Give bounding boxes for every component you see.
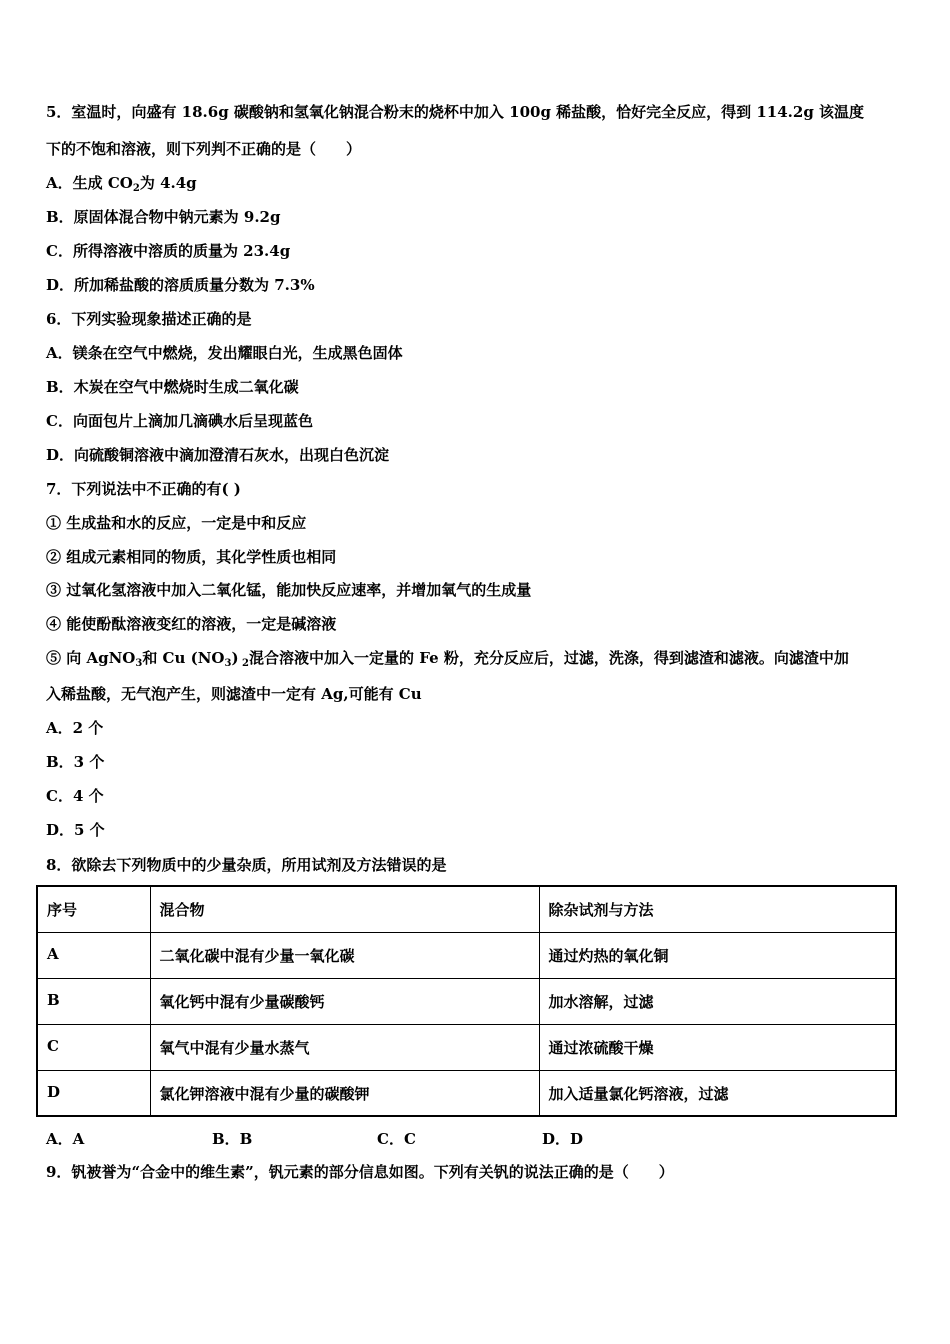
q7-statement-5-line2: 入稀盐酸，无气泡产生，则滤渣中一定有 Ag,可能有 Cu	[46, 685, 422, 703]
q7-statement-4: ④ 能使酚酞溶液变红的溶液，一定是碱溶液	[46, 615, 337, 633]
table-cell: 氧气中混有少量水蒸气	[150, 1024, 539, 1070]
table-cell: 通过浓硫酸干燥	[539, 1024, 896, 1070]
table-cell: B	[37, 978, 150, 1024]
q7-stem: 7．下列说法中不正确的有( )	[46, 480, 241, 498]
table-row	[37, 978, 896, 1024]
table-cell: 加水溶解，过滤	[539, 978, 896, 1024]
table-cell: 氧化钙中混有少量碳酸钙	[150, 978, 539, 1024]
q6-option-b: B．木炭在空气中燃烧时生成二氧化碳	[46, 378, 299, 396]
table-header-row	[37, 886, 896, 932]
q7-statement-2: ② 组成元素相同的物质，其化学性质也相同	[46, 548, 337, 566]
q5-option-d: D．所加稀盐酸的溶质质量分数为 7.3%	[46, 276, 315, 294]
table-cell: 氯化钾溶液中混有少量的碳酸钾	[150, 1070, 539, 1116]
q7-statement-5: ⑤ 向 AgNO$_3$和 Cu $(NO_3)$ $_2$混合溶液中加入一定量的 Fe 粉，充分反应后，过滤，洗涤，得到滤渣和滤液。向滤渣中加	[46, 649, 849, 669]
table-row	[37, 932, 896, 978]
table-cell: D	[37, 1070, 150, 1116]
q8-option-b: B．B	[212, 1130, 253, 1148]
q5-option-c: C．所得溶液中溶质的质量为 23.4g	[46, 242, 291, 260]
q5-option-a: A．生成 $CO_2$为 4.4g	[46, 174, 197, 194]
table-row	[37, 1024, 896, 1070]
q6-option-d: D．向硫酸铜溶液中滴加澄清石灰水，出现白色沉淀	[46, 446, 390, 464]
q7-option-d: D．5 个	[46, 821, 105, 839]
q8-stem: 8．欲除去下列物质中的少量杂质，所用试剂及方法错误的是	[46, 856, 447, 874]
q8-option-a: A．A	[46, 1130, 85, 1148]
header-cell: 混合物	[150, 886, 539, 932]
q7-statement-1: ① 生成盐和水的反应，一定是中和反应	[46, 514, 307, 532]
q8-option-d: D．D	[542, 1130, 584, 1148]
q8-table	[36, 885, 897, 1117]
table-cell: 加入适量氯化钙溶液，过滤	[539, 1070, 896, 1116]
q5-option-b: B．原固体混合物中钠元素为 9.2g	[46, 208, 281, 226]
table-cell: 通过灼热的氧化铜	[539, 932, 896, 978]
header-cell: 除杂试剂与方法	[539, 886, 896, 932]
q6-stem: 6．下列实验现象描述正确的是	[46, 310, 252, 328]
q7-option-b: B．3 个	[46, 753, 105, 771]
header-cell: 序号	[37, 886, 150, 932]
q7-option-c: C．4 个	[46, 787, 104, 805]
q6-option-c: C．向面包片上滴加几滴碘水后呈现蓝色	[46, 412, 313, 430]
q9-stem: 9．钒被誉为“合金中的维生素”，钒元素的部分信息如图。下列有关钒的说法正确的是（ ）	[46, 1163, 674, 1181]
q5-stem-line1: 5．室温时，向盛有 18.6g 碳酸钠和氢氧化钠混合粉末的烧杯中加入 100g 稀盐酸，恰好完全反应，得到 114.2g 该温度	[46, 103, 865, 121]
table-cell: A	[37, 932, 150, 978]
table-row	[37, 1070, 896, 1116]
q7-option-a: A．2 个	[46, 719, 104, 737]
q6-option-a: A．镁条在空气中燃烧，发出耀眼白光，生成黑色固体	[46, 344, 403, 362]
q5-stem-line2: 下的不饱和溶液，则下列判不正确的是（ ）	[46, 140, 362, 158]
table-cell: C	[37, 1024, 150, 1070]
table-cell: 二氧化碳中混有少量一氧化碳	[150, 932, 539, 978]
q7-statement-3: ③ 过氧化氢溶液中加入二氧化锰，能加快反应速率，并增加氧气的生成量	[46, 581, 532, 599]
q8-option-c: C．C	[377, 1130, 416, 1148]
